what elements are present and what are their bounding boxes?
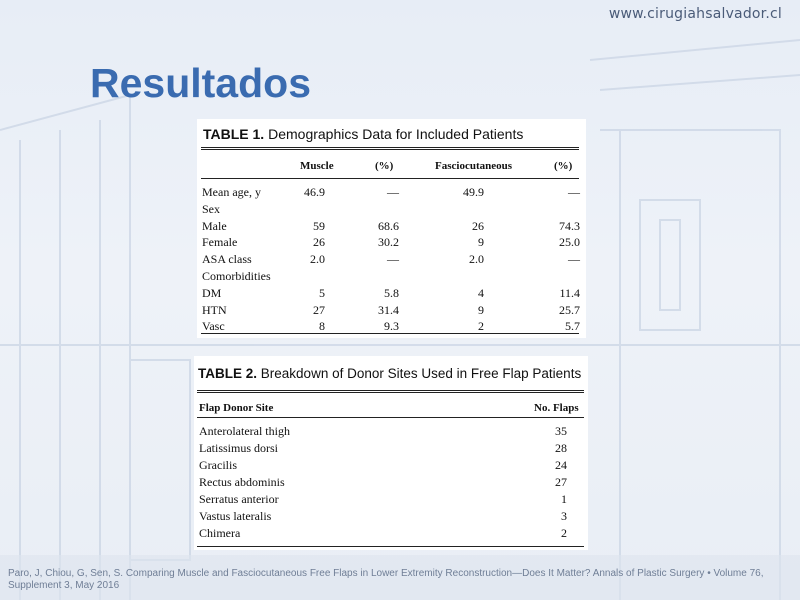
- table2-top-rule: [197, 390, 584, 391]
- table1-col-muscle: Muscle: [300, 160, 334, 172]
- table2-bottom-rule: [197, 546, 584, 547]
- table1-cell: 25.7: [559, 302, 580, 317]
- table2-row-count: 1: [561, 492, 567, 506]
- table1-cell: 4: [478, 285, 484, 300]
- citation: Paro, J, Chiou, G, Sen, S. Comparing Muscle and Fasciocutaneous Free Flaps in Lower Extremity Reconstruction—Does It Matter? Annals of Plastic Surgery • Volume 76, Supplement 3, May 2016: [8, 568, 764, 591]
- table1-cell: 5.7: [565, 319, 580, 334]
- table1-header-rule: [201, 178, 579, 179]
- demographics-table: [197, 119, 586, 338]
- table1-cell: 2.0: [310, 252, 325, 267]
- table2-col-count: No. Flaps: [534, 402, 579, 414]
- table1-cell: 5.8: [384, 285, 399, 300]
- table1-caption-prefix: TABLE 1.: [203, 126, 265, 142]
- table1-cell: 49.9: [463, 185, 484, 199]
- table2-row-count: 24: [555, 458, 567, 472]
- table1-row-label: Sex: [202, 201, 220, 216]
- table1-row-label: Vasc: [202, 319, 225, 334]
- table1-cell: 8: [319, 319, 325, 334]
- table2-row-label: Rectus abdominis: [199, 475, 285, 489]
- table2-row-label: Latissimus dorsi: [199, 441, 279, 455]
- site-url[interactable]: www.cirugiahsalvador.cl: [608, 6, 782, 22]
- table1-row-label: ASA class: [202, 252, 252, 267]
- table1-cell: 26: [313, 235, 325, 250]
- table1-col-muscle-pct: (%): [375, 160, 394, 172]
- table1-cell: 46.9: [304, 185, 325, 199]
- table1-cell: 2: [478, 319, 484, 334]
- table2-row-label: Serratus anterior: [199, 492, 279, 506]
- table1-cell: —: [568, 252, 580, 267]
- table2-row-label: Anterolateral thigh: [199, 424, 290, 438]
- table1-cell: 11.4: [559, 285, 580, 300]
- table1-row-label: Mean age, y: [202, 185, 261, 199]
- table2-row-count: 3: [561, 509, 567, 523]
- table1-cell: 5: [319, 285, 325, 300]
- table1-cell: 9.3: [384, 319, 399, 334]
- table1-cell: —: [387, 252, 399, 267]
- table1-top-rule: [201, 147, 579, 148]
- table1-col-fasciocutaneous: Fasciocutaneous: [435, 160, 512, 172]
- table2-row-label: Vastus lateralis: [199, 509, 272, 523]
- table2-header-rule: [197, 417, 584, 418]
- table1-cell: 9: [478, 302, 484, 317]
- slide-title: Resultados: [90, 60, 311, 106]
- donor-sites-table: [194, 356, 588, 550]
- table1-row-label: Male: [202, 218, 227, 233]
- table1-cell: 9: [478, 235, 484, 250]
- table1-cell: 74.3: [559, 218, 580, 233]
- table1-bottom-rule: [201, 333, 579, 334]
- table1-cell: —: [568, 185, 580, 199]
- table1-row-label: Comorbidities: [202, 269, 271, 283]
- table2-caption: [198, 366, 581, 381]
- table1-cell: 59: [313, 218, 325, 233]
- table1-col-fasciocutaneous-pct: (%): [554, 160, 573, 172]
- table1-caption: [203, 126, 523, 142]
- table1-cell: 25.0: [559, 235, 580, 250]
- table2-caption-prefix: TABLE 2.: [198, 366, 258, 381]
- table1-row-label: DM: [202, 285, 222, 300]
- table2-row-label: Chimera: [199, 526, 241, 540]
- table1-cell: 2.0: [469, 252, 484, 267]
- table2-top-rule-2: [197, 392, 584, 393]
- table1-cell: 31.4: [378, 302, 399, 317]
- table1-cell: 26: [472, 218, 484, 233]
- table1-caption-text: Demographics Data for Included Patients: [268, 126, 524, 142]
- table1-row-label: Female: [202, 235, 238, 250]
- table1-top-rule-2: [201, 149, 579, 150]
- table2-caption-text: Breakdown of Donor Sites Used in Free Flap Patients: [260, 366, 582, 381]
- table1-cell: 68.6: [378, 218, 399, 233]
- table1-cell: 30.2: [378, 235, 399, 250]
- table2-row-count: 35: [555, 424, 567, 438]
- table1-row-label: HTN: [202, 302, 227, 317]
- table2-row-count: 27: [555, 475, 567, 489]
- table2-row-count: 2: [561, 526, 567, 540]
- table2-col-site: Flap Donor Site: [199, 402, 274, 414]
- table1-cell: —: [387, 185, 399, 199]
- table2-row-count: 28: [555, 441, 567, 455]
- table1-cell: 27: [313, 302, 325, 317]
- table2-row-label: Gracilis: [199, 458, 237, 472]
